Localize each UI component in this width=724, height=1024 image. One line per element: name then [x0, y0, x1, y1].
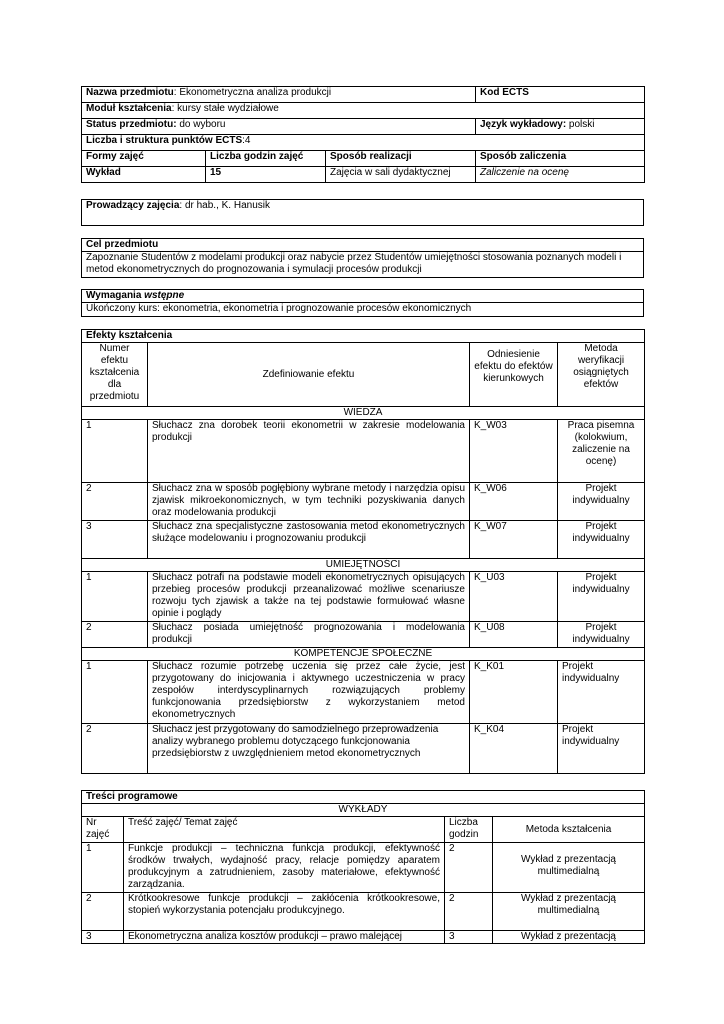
lecturer-cell — [82, 200, 644, 226]
header-outcome-definition: Zdefiniowanie efektu — [148, 343, 470, 407]
outcome-number: 1 — [82, 572, 148, 622]
header-hours: Liczba godzin zajęć — [206, 151, 326, 167]
header-assessment: Sposób zaliczenia — [476, 151, 645, 167]
status-label: Status przedmiotu: — [86, 119, 177, 130]
header-topic: Treść zajęć/ Temat zajęć — [124, 817, 445, 843]
realization-value: Zajęcia w sali dydaktycznej — [326, 167, 476, 183]
teaching-method: Wykład z prezentacją multimedialną — [493, 893, 645, 931]
outcome-definition: Słuchacz posiada umiejętność prognozowania i modelowania produkcji — [148, 622, 470, 648]
course-name-cell — [82, 87, 476, 103]
outcome-method: Projekt indywidualny — [558, 661, 645, 724]
course-name-label: Nazwa przedmiotu — [86, 87, 174, 98]
outcome-number: 1 — [82, 420, 148, 483]
outcome-definition: Słuchacz potrafi na podstawie modeli ekonometrycznych opisujących przebieg procesów produkcji przeanalizować możliwe scenariusze rozwoju tych zjawisk a także na tej podstawie formułować własne opinie i poglądy — [148, 572, 470, 622]
teaching-method: Wykład z prezentacją multimedialną — [493, 843, 645, 893]
ects-points-label: Liczba i struktura punktów ECTS — [86, 135, 243, 146]
outcome-definition: Słuchacz zna w sposób pogłębiony wybrane metody i narzędzia opisu zjawisk mikroekonomicznych, w tym techniki pozyskiwania danych oraz modelowania produkcji — [148, 483, 470, 521]
class-topic: Ekonometryczna analiza kosztów produkcji – prawo malejącej — [124, 931, 445, 944]
header-class-hours: Liczba godzin — [445, 817, 493, 843]
status-cell — [82, 119, 476, 135]
header-teaching-method: Metoda kształcenia — [493, 817, 645, 843]
course-name-value: : Ekonometryczna analiza produkcji — [173, 87, 332, 98]
aim-table — [81, 238, 644, 278]
form-value: Wykład — [82, 167, 206, 183]
outcome-row — [82, 420, 645, 483]
aim-text: Zapoznanie Studentów z modelami produkcji oraz nabycie przez Studentów umiejętności stosowania poznanych modeli i metod ekonometrycznych do prognozowania i symulacji procesów produkcji — [82, 252, 644, 278]
outcome-reference: K_W03 — [470, 420, 558, 483]
outcome-definition: Słuchacz rozumie potrzebę uczenia się przez całe życie, jest przygotowany do inicjowania i aktywnego uczestniczenia w pracy zespołów interdyscyplinarnych rozwiązujących problemy funkcjonowania przedsiębiorstw z wykorzystaniem metod ekonometrycznych — [148, 661, 470, 724]
outcome-method: Projekt indywidualny — [558, 622, 645, 648]
content-row — [82, 843, 645, 893]
teaching-method: Wykład z prezentacją — [493, 931, 645, 944]
outcome-definition: Słuchacz zna specjalistyczne zastosowania metod ekonometrycznych służące modelowaniu i prognozowaniu produkcji — [148, 521, 470, 559]
outcome-definition: Słuchacz zna dorobek teorii ekonometrii w zakresie modelowania produkcji — [148, 420, 470, 483]
aim-title: Cel przedmiotu — [82, 239, 644, 252]
outcome-reference: K_W07 — [470, 521, 558, 559]
outcome-definition: Słuchacz jest przygotowany do samodzielnego przeprowadzenia analizy wybranego problemu dotyczącego funkcjonowania przedsiębiorstw z uwzględnieniem metod ekonometrycznych — [148, 724, 470, 774]
outcome-row — [82, 521, 645, 559]
prerequisites-title: Wymagania — [86, 290, 145, 301]
outcomes-title: Efekty kształcenia — [82, 330, 645, 343]
content-row — [82, 893, 645, 931]
header-class-number: Nr zajęć — [82, 817, 124, 843]
status-value: do wyboru — [176, 119, 226, 130]
outcomes-table — [81, 329, 645, 774]
outcome-reference: K_U03 — [470, 572, 558, 622]
outcome-row — [82, 622, 645, 648]
hours-value: 15 — [206, 167, 326, 183]
header-outcome-method: Metoda weryfikacji osiągniętych efektów — [558, 343, 645, 407]
content-row — [82, 931, 645, 944]
lecturer-value: : dr hab., K. Hanusik — [179, 200, 270, 211]
content-title: Treści programowe — [82, 791, 645, 804]
section-umiejetnosci: UMIEJĘTNOŚCI — [82, 559, 645, 572]
outcome-method: Projekt indywidualny — [558, 724, 645, 774]
outcome-reference: K_W06 — [470, 483, 558, 521]
header-outcome-reference: Odniesienie efektu do efektów kierunkowych — [470, 343, 558, 407]
content-table — [81, 790, 645, 944]
ects-code-label: Kod ECTS — [476, 87, 645, 103]
section-kompetencje: KOMPETENCJE SPOŁECZNE — [82, 648, 645, 661]
outcome-row — [82, 572, 645, 622]
section-wiedza: WIEDZA — [82, 407, 645, 420]
outcome-row — [82, 483, 645, 521]
course-info-table — [81, 86, 645, 183]
outcome-reference: K_K01 — [470, 661, 558, 724]
module-label: Moduł kształcenia — [86, 103, 172, 114]
module-cell — [82, 103, 645, 119]
outcome-row — [82, 661, 645, 724]
class-hours: 2 — [445, 893, 493, 931]
outcome-number: 2 — [82, 622, 148, 648]
header-outcome-number: Numer efektu kształcenia dla przedmiotu — [82, 343, 148, 407]
class-hours: 2 — [445, 843, 493, 893]
prerequisites-table — [81, 289, 644, 317]
outcome-method: Projekt indywidualny — [558, 483, 645, 521]
assessment-value: Zaliczenie na ocenę — [476, 167, 645, 183]
module-value: : kursy stałe wydziałowe — [171, 103, 279, 114]
lecturer-label: Prowadzący zajęcia — [86, 200, 180, 211]
class-topic: Krótkookresowe funkcje produkcji – zakłócenia krótkookresowe, stopień wykorzystania potencjału produkcyjnego. — [124, 893, 445, 931]
prerequisites-text: Ukończony kurs: ekonometria, ekonometria i prognozowanie procesów ekonomicznych — [82, 303, 644, 317]
ects-points-cell — [82, 135, 645, 151]
class-number: 2 — [82, 893, 124, 931]
language-cell — [476, 119, 645, 135]
class-number: 1 — [82, 843, 124, 893]
outcome-number: 2 — [82, 483, 148, 521]
outcome-method: Praca pisemna (kolokwium, zaliczenie na ocenę) — [558, 420, 645, 483]
prerequisites-title-italic: wstępne — [144, 290, 185, 301]
header-forms: Formy zajęć — [82, 151, 206, 167]
outcome-method: Projekt indywidualny — [558, 572, 645, 622]
section-wyklady: WYKŁADY — [82, 804, 645, 817]
language-value: polski — [566, 119, 595, 130]
outcome-number: 2 — [82, 724, 148, 774]
ects-points-value: :4 — [242, 135, 251, 146]
lecturer-table — [81, 199, 644, 226]
class-hours: 3 — [445, 931, 493, 944]
outcome-reference: K_U08 — [470, 622, 558, 648]
outcome-number: 3 — [82, 521, 148, 559]
language-label: Język wykładowy: — [480, 119, 567, 130]
class-number: 3 — [82, 931, 124, 944]
outcome-method: Projekt indywidualny — [558, 521, 645, 559]
prerequisites-title-cell — [82, 290, 644, 303]
outcome-row — [82, 724, 645, 774]
header-realization: Sposób realizacji — [326, 151, 476, 167]
outcome-number: 1 — [82, 661, 148, 724]
outcome-reference: K_K04 — [470, 724, 558, 774]
class-topic: Funkcje produkcji – techniczna funkcja produkcji, efektywność środków trwałych, wydajność pracy, relacje pomiędzy aparatem produkcyjnym a zatrudnieniem, zasoby materiałowe, efektywność zarządzania. — [124, 843, 445, 893]
